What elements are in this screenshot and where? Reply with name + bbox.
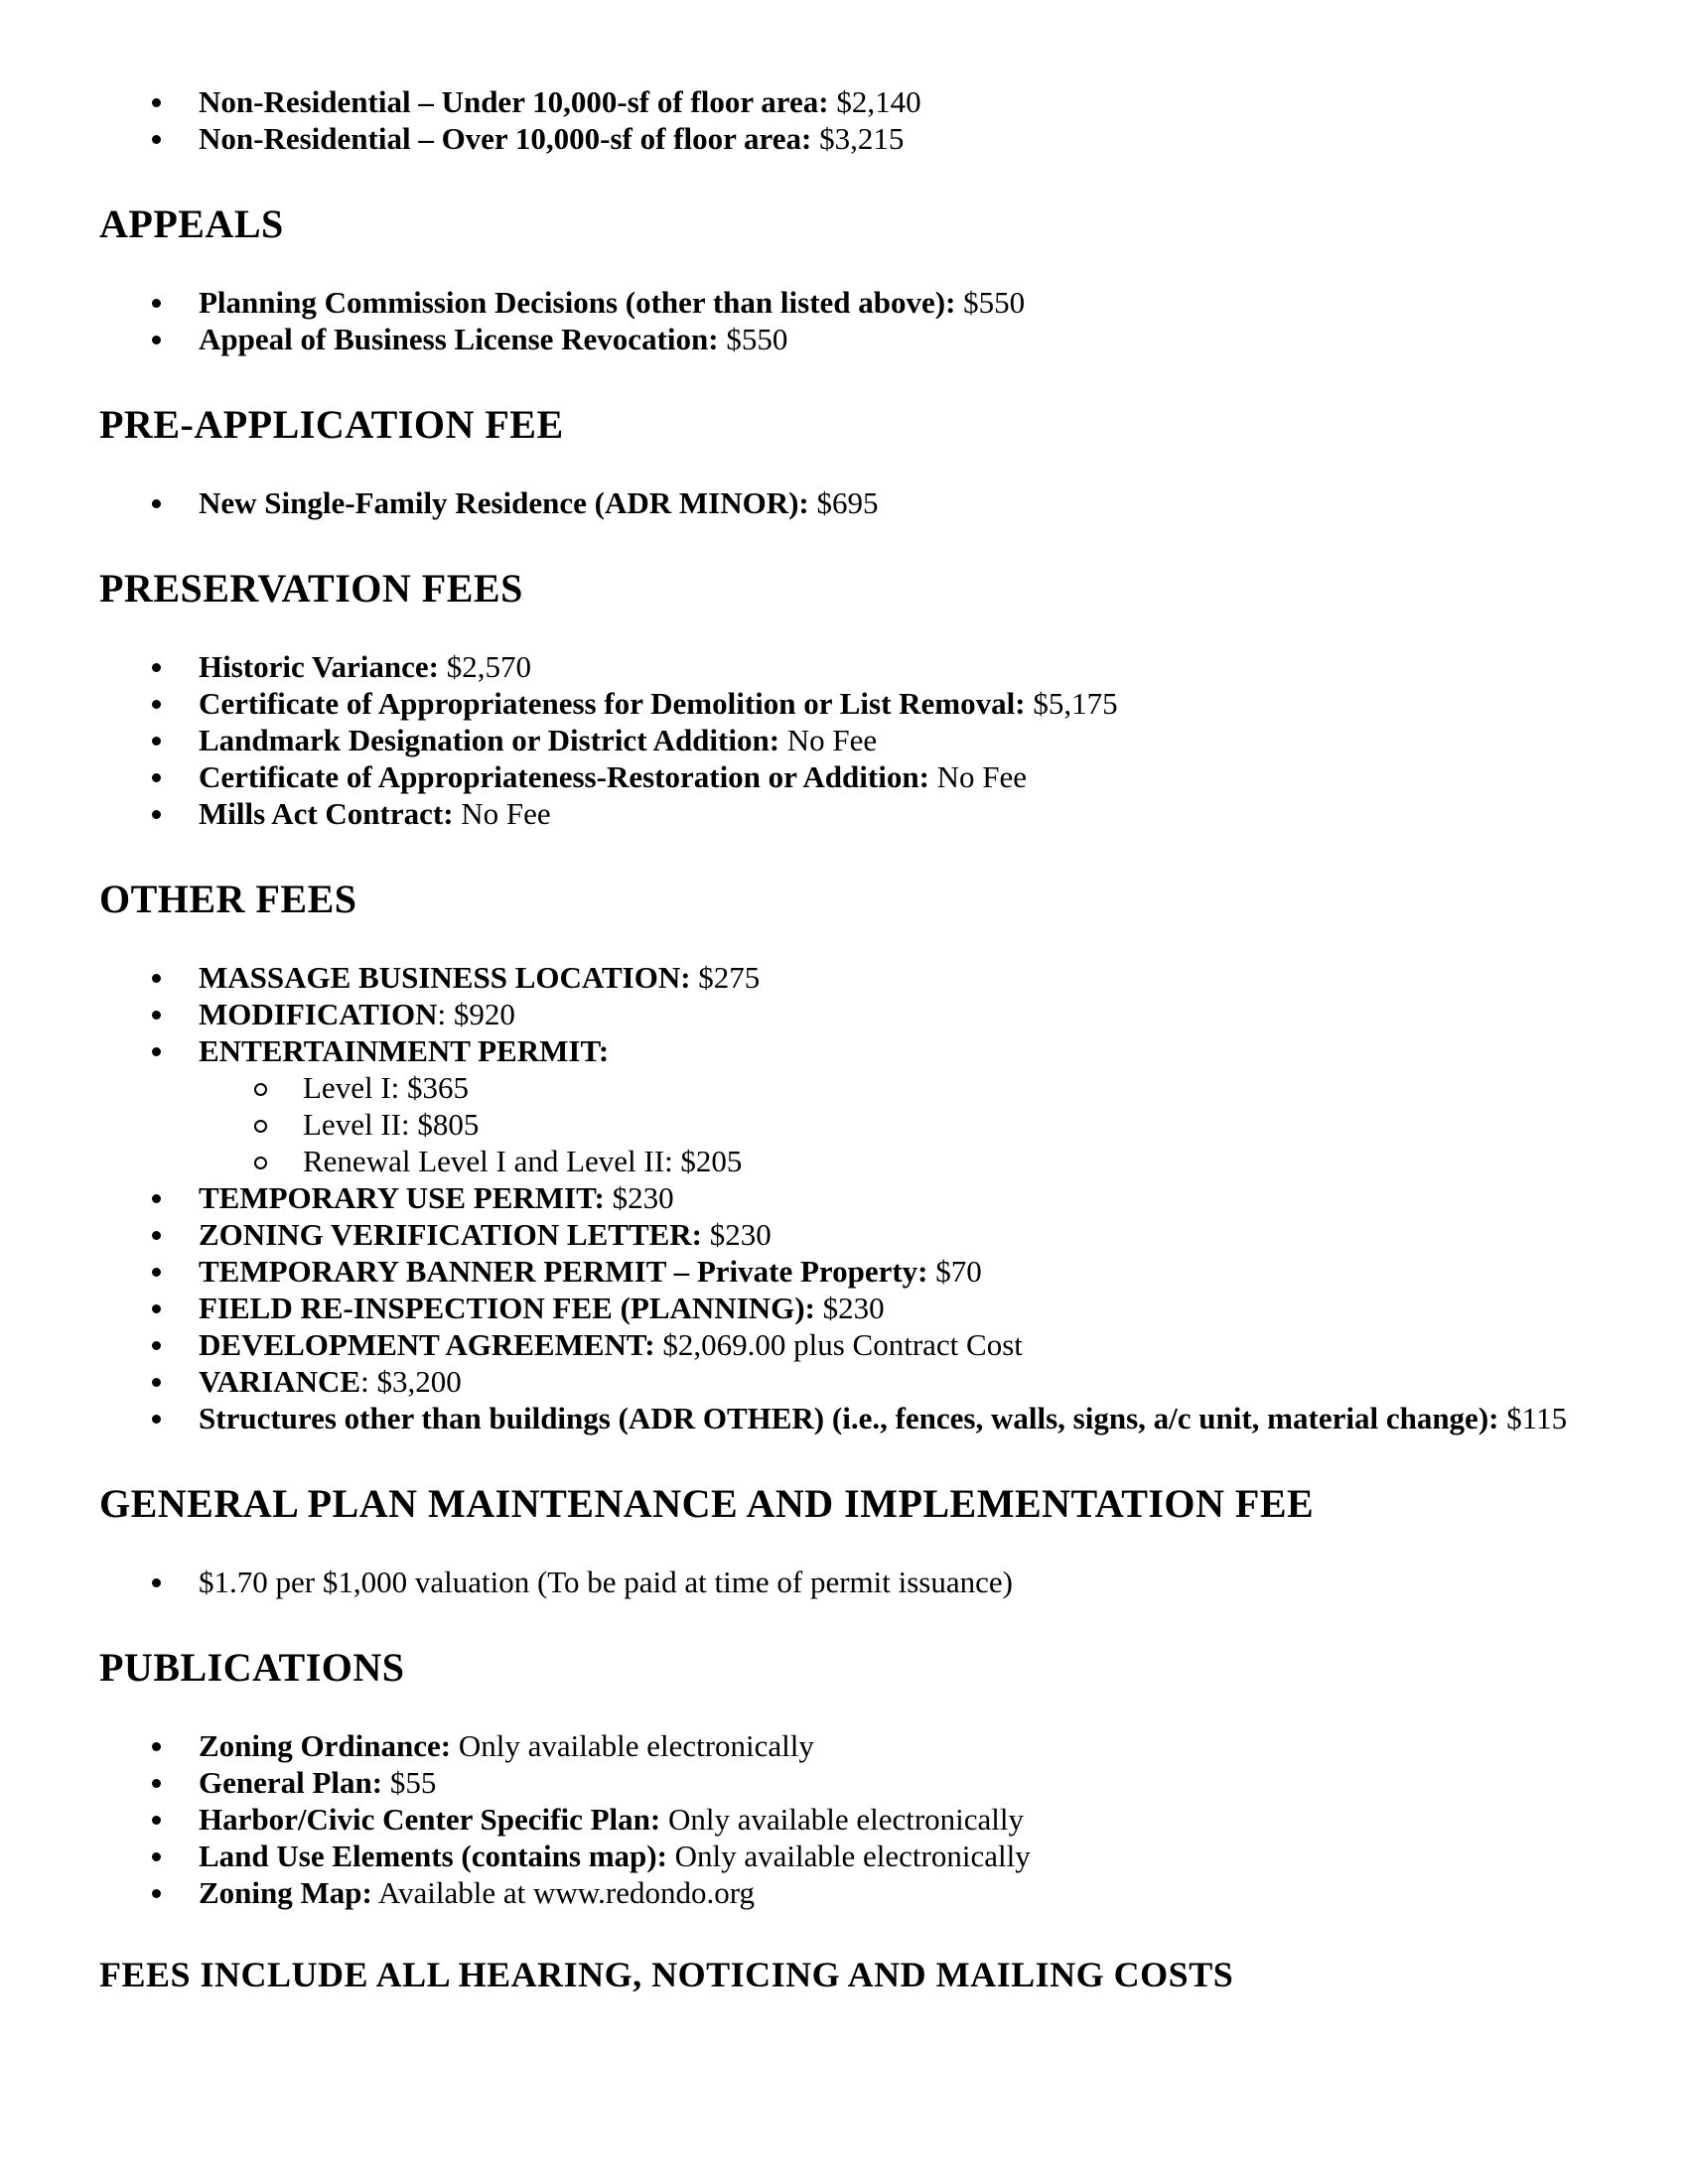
fee-item [99,1564,1628,1600]
fee-value: $2,570 [438,649,531,684]
bullet-icon [152,1578,161,1587]
fee-value: $230 [814,1291,885,1325]
bullet-icon [152,700,161,709]
bullet-icon [152,1304,161,1313]
fee-value: $5,175 [1025,686,1118,721]
bullet-icon [152,499,161,508]
fee-sections [99,201,1688,1911]
fee-value: Level I: $365 [303,1070,470,1105]
fee-item [99,1764,1628,1801]
fee-label: New Single-Family Residence (ADR MINOR): [199,485,809,520]
section-heading: APPEALS [99,202,284,246]
fee-value: : $920 [437,997,515,1031]
bullet-icon [152,1194,161,1203]
bullet-icon [152,1779,161,1788]
fee-label: ENTERTAINMENT PERMIT: [199,1033,610,1068]
fee-value: No Fee [928,759,1028,794]
fee-label: Certificate of Appropriateness for Demolition or List Removal: [199,686,1026,721]
fee-label: General Plan: [199,1765,383,1800]
fee-value: Renewal Level I and Level II: $205 [303,1144,743,1178]
section-heading: GENERAL PLAN MAINTENANCE AND IMPLEMENTATION FEE [99,1481,1315,1526]
section-heading: PRESERVATION FEES [99,566,523,611]
bullet-icon [152,1378,161,1387]
fee-label: Mills Act Contract: [199,796,454,831]
bullet-icon [152,1852,161,1861]
fee-label: Land Use Elements (contains map): [199,1839,667,1873]
fee-value: Available at www.redondo.org [371,1875,755,1910]
fee-item [99,1727,1628,1764]
fee-item [99,284,1628,321]
section-heading: PRE-APPLICATION FEE [99,402,564,447]
section-fee-list [99,1564,1688,1600]
fee-label: FIELD RE-INSPECTION FEE (PLANNING): [199,1291,815,1325]
fee-label: MODIFICATION [199,997,438,1031]
sub-fee-item [199,1106,1628,1143]
fee-section [99,201,1688,357]
fee-value: $2,140 [828,84,921,119]
fee-item [99,1032,1628,1179]
bullet-icon [152,135,161,144]
fee-value: $230 [702,1217,772,1252]
fee-value: $695 [808,485,879,520]
section-fee-list [99,959,1688,1436]
fee-item [99,685,1628,722]
bullet-icon [152,1231,161,1240]
fee-label: Zoning Map: [199,1875,372,1910]
bullet-icon [152,810,161,819]
fee-item [99,1363,1628,1400]
sub-fee-list [199,1069,1628,1179]
fee-label: Zoning Ordinance: [199,1728,452,1763]
fee-label: MASSAGE BUSINESS LOCATION: [199,960,691,995]
bullet-icon [152,98,161,107]
bullet-icon [152,1341,161,1350]
sub-fee-item [199,1069,1628,1106]
fee-label: TEMPORARY USE PERMIT: [199,1180,605,1215]
fee-section [99,1480,1688,1600]
fee-item [99,120,1628,157]
fee-label: Historic Variance: [199,649,439,684]
fee-value: $115 [1498,1401,1568,1435]
fee-value: $3,215 [811,121,905,156]
bullet-icon [152,1268,161,1277]
fee-item [99,648,1628,685]
sub-fee-item [199,1143,1628,1179]
fee-item [99,484,1628,521]
fee-label: Structures other than buildings (ADR OTHER) (i.e., fences, walls, signs, a/c unit, material change): [199,1401,1499,1435]
fee-label: Harbor/Civic Center Specific Plan: [199,1802,661,1837]
fee-value: Only available electronically [666,1839,1031,1873]
fee-label: Non-Residential – Over 10,000-sf of floor area: [199,121,812,156]
fee-label: Appeal of Business License Revocation: [199,322,719,356]
fee-label: ZONING VERIFICATION LETTER: [199,1217,703,1252]
intro-fee-list [99,83,1688,157]
fee-item [99,722,1628,758]
bullet-icon [152,1011,161,1020]
bullet-icon [152,737,161,746]
section-fee-list [99,484,1688,521]
footer-note: FEES INCLUDE ALL HEARING, NOTICING AND MAILING COSTS [99,1955,1234,1994]
fee-item [99,1874,1628,1911]
fee-label: Landmark Designation or District Addition: [199,723,780,757]
fee-value: $230 [604,1180,674,1215]
fee-item [99,1400,1628,1436]
fee-item [99,1179,1628,1216]
fee-value: $2,069.00 plus Contract Cost [654,1327,1023,1362]
bullet-icon [152,974,161,983]
fee-value: No Fee [779,723,878,757]
fee-value: Only available electronically [451,1728,814,1763]
fee-label: Planning Commission Decisions (other than listed above): [199,285,956,320]
fee-section [99,876,1688,1436]
fee-label: TEMPORARY BANNER PERMIT – Private Property: [199,1254,928,1289]
fee-item [99,1801,1628,1838]
fee-value: $55 [382,1765,437,1800]
fee-item [99,758,1628,795]
circle-bullet-icon [254,1157,267,1169]
fee-label: VARIANCE [199,1364,361,1399]
bullet-icon [152,1816,161,1825]
fee-value: Level II: $805 [303,1107,480,1142]
fee-item [99,795,1628,832]
fee-section [99,401,1688,521]
fee-item [99,83,1628,120]
bullet-icon [152,1889,161,1898]
section-fee-list [99,648,1688,832]
circle-bullet-icon [254,1083,267,1096]
section-heading: PUBLICATIONS [99,1645,405,1690]
fee-item [99,1838,1628,1874]
fee-item [99,1290,1628,1326]
fee-value: $550 [955,285,1026,320]
fee-item [99,996,1628,1032]
circle-bullet-icon [254,1120,267,1133]
bullet-icon [152,336,161,344]
fee-label: Non-Residential – Under 10,000-sf of floor area: [199,84,829,119]
fee-value: Only available electronically [660,1802,1025,1837]
bullet-icon [152,773,161,782]
fee-item [99,1216,1628,1253]
fee-value: : $3,200 [360,1364,462,1399]
section-heading: OTHER FEES [99,877,357,921]
fee-item [99,1326,1628,1363]
bullet-icon [152,299,161,308]
fee-value: $275 [690,960,761,995]
fee-value: No Fee [453,796,551,831]
bullet-icon [152,1047,161,1056]
fee-item [99,959,1628,996]
bullet-icon [152,1415,161,1424]
fee-section [99,565,1688,832]
section-fee-list [99,1727,1688,1911]
fee-item [99,1253,1628,1290]
section-fee-list [99,284,1688,357]
bullet-icon [152,1742,161,1751]
fee-label: Certificate of Appropriateness-Restoration or Addition: [199,759,929,794]
fee-item [99,321,1628,357]
fee-value: $1.70 per $1,000 valuation (To be paid at time of permit issuance) [199,1565,1013,1599]
fee-value: $70 [927,1254,982,1289]
fee-section [99,1644,1688,1911]
bullet-icon [152,663,161,672]
fee-value: $550 [718,322,788,356]
fee-label: DEVELOPMENT AGREEMENT: [199,1327,655,1362]
